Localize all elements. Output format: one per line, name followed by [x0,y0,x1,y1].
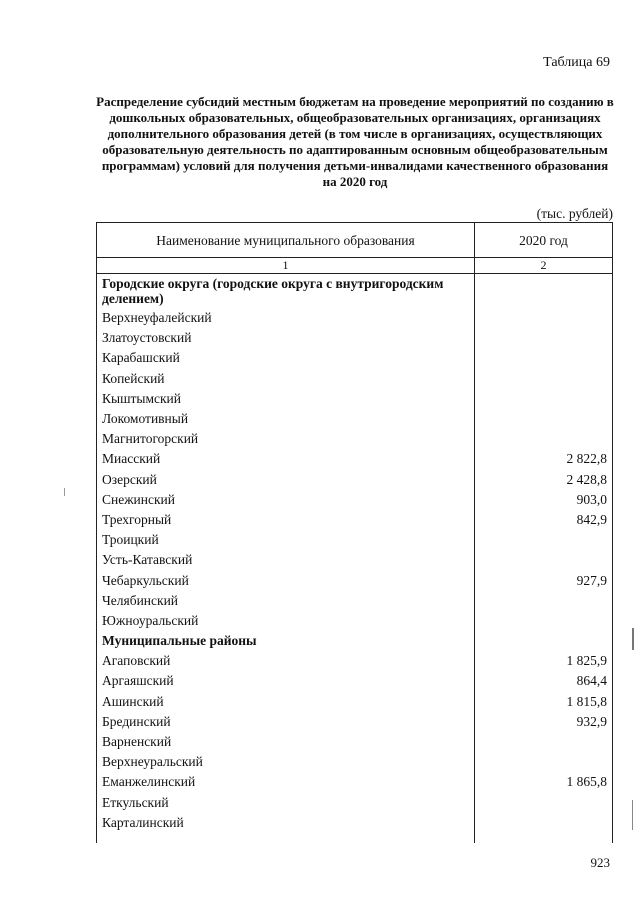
table-number: Таблица 69 [543,55,610,70]
municipality-name: Миасский [97,449,475,469]
subsidy-value: 2 428,8 [475,470,613,490]
table-row [97,348,613,368]
table-row [97,793,613,813]
column-header-name: Наименование муниципального образования [97,223,475,258]
municipality-name: Чебаркульский [97,570,475,590]
subsidy-value [475,530,613,550]
municipality-name: Муниципальные районы [97,631,475,651]
subsidy-value [475,308,613,328]
subsidy-value: 932,9 [475,712,613,732]
table-row [97,308,613,328]
municipality-name: Еткульский [97,793,475,813]
table-row [97,449,613,469]
table-row [97,732,613,752]
municipality-name: Челябинский [97,591,475,611]
scan-artifact [632,628,634,650]
municipality-name: Брединский [97,712,475,732]
table-header [97,223,613,274]
municipality-name: Усть-Катавский [97,550,475,570]
table-group-row [97,274,613,309]
subsidy-value [475,274,613,309]
subsidy-value: 903,0 [475,490,613,510]
subsidy-value: 864,4 [475,671,613,691]
municipality-name: Верхнеуральский [97,752,475,772]
table-row [97,369,613,389]
blank-cell [97,833,475,843]
municipality-name: Магнитогорский [97,429,475,449]
municipality-name: Верхнеуфалейский [97,308,475,328]
subsidy-value [475,591,613,611]
subsidy-value: 842,9 [475,510,613,530]
municipality-name: Аргаяшский [97,671,475,691]
table-row [97,813,613,833]
units-label: (тыс. рублей) [536,206,613,221]
subsidy-value [475,813,613,833]
table-body [97,274,613,843]
municipality-name: Городские округа (городские округа с внутригородским делением) [97,274,475,309]
municipality-name: Златоустовский [97,328,475,348]
table-row [97,328,613,348]
table-row [97,752,613,772]
subsidy-value [475,389,613,409]
scan-artifact [632,800,633,830]
subsidy-value [475,328,613,348]
table-row [97,510,613,530]
subsidy-value [475,550,613,570]
subsidy-value: 2 822,8 [475,449,613,469]
column-header-year: 2020 год [475,223,613,258]
table-row [97,530,613,550]
subsidy-value: 1 815,8 [475,692,613,712]
subsidy-value: 1 865,8 [475,772,613,792]
column-index-2: 2 [475,258,613,274]
subsidy-value [475,348,613,368]
subsidy-value [475,752,613,772]
column-index-1: 1 [97,258,475,274]
table-row [97,712,613,732]
table-row [97,550,613,570]
municipality-name: Копейский [97,369,475,389]
table-row [97,429,613,449]
document-title: Распределение субсидий местным бюджетам на проведение мероприятий по созданию в дошкольных образовательных, общеобразовательных организациях, организациях дополнительного образования детей (в том числе в организациях, осуществляющих образовательную деятельность по адаптированным основным общеобразовательным программам) условий для получения детьми-инвалидами качественного образования на 2020 год [96,94,614,189]
municipality-name: Карабашский [97,348,475,368]
table-row [97,692,613,712]
table-row [97,409,613,429]
subsidy-value [475,631,613,651]
municipality-name: Локомотивный [97,409,475,429]
table-row [97,570,613,590]
table-row [97,591,613,611]
table-row [97,389,613,409]
municipality-name: Кыштымский [97,389,475,409]
table-row [97,651,613,671]
municipality-name: Трехгорный [97,510,475,530]
table-row [97,470,613,490]
subsidy-table [96,222,613,843]
municipality-name: Снежинский [97,490,475,510]
table-row [97,490,613,510]
municipality-name: Озерский [97,470,475,490]
subsidy-value [475,429,613,449]
table-group-row [97,631,613,651]
municipality-name: Карталинский [97,813,475,833]
scan-artifact [64,488,65,496]
municipality-name: Варненский [97,732,475,752]
blank-cell [475,833,613,843]
subsidy-value: 1 825,9 [475,651,613,671]
table-row [97,671,613,691]
subsidy-value [475,732,613,752]
municipality-name: Агаповский [97,651,475,671]
page-number: 923 [590,855,610,870]
subsidy-value [475,793,613,813]
table-row [97,611,613,631]
subsidy-value [475,611,613,631]
municipality-name: Троицкий [97,530,475,550]
subsidy-value [475,409,613,429]
subsidy-value: 927,9 [475,570,613,590]
municipality-name: Южноуральский [97,611,475,631]
table-row [97,772,613,792]
municipality-name: Ашинский [97,692,475,712]
subsidy-value [475,369,613,389]
municipality-name: Еманжелинский [97,772,475,792]
table-continuation [97,833,613,843]
